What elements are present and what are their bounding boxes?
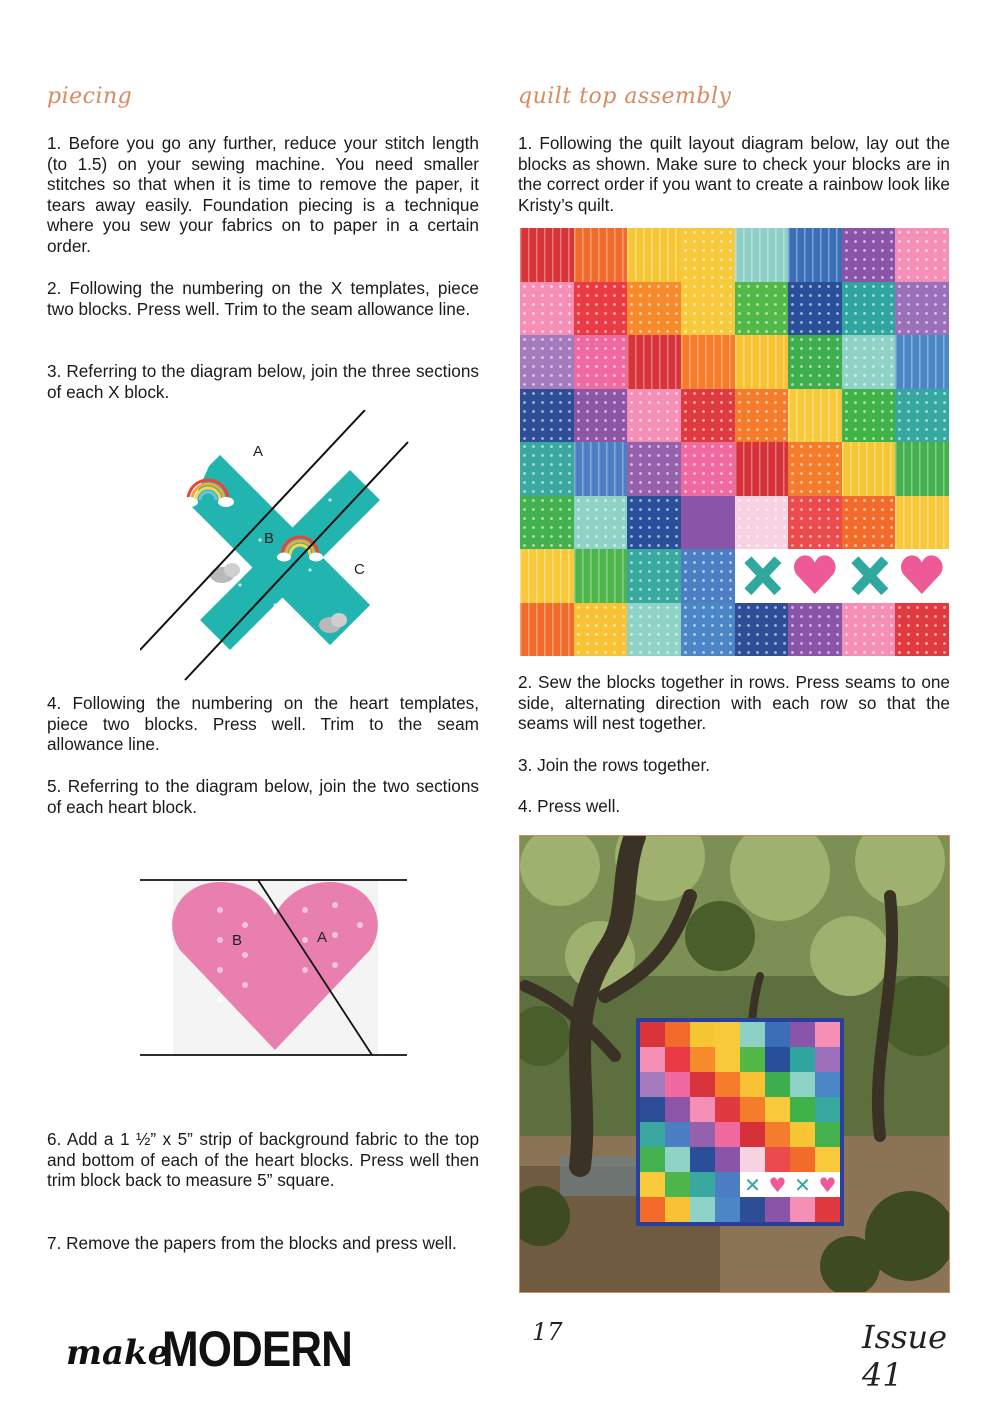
photo-quilt-block xyxy=(765,1147,790,1172)
photo-quilt-block xyxy=(640,1097,665,1122)
heart-block-diagram xyxy=(140,870,410,1060)
photo-quilt-block xyxy=(690,1022,715,1047)
photo-quilt-block xyxy=(640,1072,665,1097)
photo-quilt-block xyxy=(690,1097,715,1122)
photo-quilt-block xyxy=(790,1147,815,1172)
photo-quilt-block xyxy=(815,1197,840,1222)
quilt-block xyxy=(574,389,628,443)
quilt-block xyxy=(520,549,574,603)
quilt-block xyxy=(520,282,574,336)
assembly-step-2: 2. Sew the blocks together in rows. Press seams to one side, alternating direction with each row so that the seams will nest together. xyxy=(518,672,950,734)
heart-block xyxy=(788,549,842,603)
photo-quilt-block xyxy=(790,1047,815,1072)
heart-label-b: B xyxy=(232,932,243,949)
quilt-block xyxy=(842,335,896,389)
photo-quilt-block xyxy=(640,1047,665,1072)
quilt-block xyxy=(574,603,628,657)
quilt-block xyxy=(842,228,896,282)
quilt-layout-diagram xyxy=(520,228,949,656)
make-modern-logo xyxy=(66,1308,366,1378)
piecing-step-3: 3. Referring to the diagram below, join the three sections of each X block. xyxy=(47,361,479,402)
x-label-c: C xyxy=(354,561,365,578)
heart-block xyxy=(895,549,949,603)
quilt-block xyxy=(788,496,842,550)
photo-quilt-block xyxy=(740,1072,765,1097)
piecing-step-7: 7. Remove the papers from the blocks and press well. xyxy=(47,1233,457,1253)
heart-icon: ♥ xyxy=(818,1173,837,1197)
quilt-block xyxy=(895,282,949,336)
photo-quilt-block xyxy=(715,1047,740,1072)
photo-quilt-block xyxy=(815,1022,840,1047)
photo-quilt-block xyxy=(765,1197,790,1222)
quilt-block xyxy=(788,603,842,657)
svg-text:MODERN: MODERN xyxy=(162,1321,352,1377)
quilt-block xyxy=(520,228,574,282)
photo-quilt-block xyxy=(765,1022,790,1047)
assembly-step-4: 4. Press well. xyxy=(518,796,621,816)
quilt-block xyxy=(574,282,628,336)
quilt-block xyxy=(627,496,681,550)
photo-quilt-block xyxy=(640,1172,665,1197)
quilt-block xyxy=(627,389,681,443)
photo-quilt-block xyxy=(690,1072,715,1097)
quilt-block xyxy=(788,228,842,282)
photo-quilt-block xyxy=(740,1122,765,1147)
photo-quilt-block xyxy=(815,1047,840,1072)
svg-text:make: make xyxy=(66,1333,170,1373)
quilt-block xyxy=(681,282,735,336)
quilt-block xyxy=(574,549,628,603)
x-icon xyxy=(735,549,789,603)
quilt-block xyxy=(735,335,789,389)
quilt-block xyxy=(735,228,789,282)
quilt-block xyxy=(735,442,789,496)
quilt-block xyxy=(788,442,842,496)
photo-quilt-block xyxy=(815,1097,840,1122)
photo-quilt-block xyxy=(665,1122,690,1147)
piecing-step-1: 1. Before you go any further, reduce your stitch length (to 1.5) on your sewing machine. You need smaller stitches so that when it is time to remove the paper, it tears away easily. Foundation piecing is a technique where you sew your fabrics on to paper in a certain order. xyxy=(47,133,479,256)
photo-quilt-block xyxy=(665,1072,690,1097)
quilt-block xyxy=(574,335,628,389)
photo-quilt-block xyxy=(790,1097,815,1122)
quilt-block xyxy=(895,496,949,550)
quilt-block xyxy=(735,496,789,550)
piecing-step-2: 2. Following the numbering on the X templates, piece two blocks. Press well. Trim to the seam allowance line. xyxy=(47,278,479,319)
photo-quilt-block xyxy=(790,1072,815,1097)
photo-quilt-block xyxy=(640,1122,665,1147)
photo-quilt-block xyxy=(790,1122,815,1147)
quilt-block xyxy=(681,549,735,603)
piecing-step-5: 5. Referring to the diagram below, join the two sections of each heart block. xyxy=(47,776,479,817)
photo-quilt-block xyxy=(740,1022,765,1047)
photo-quilt-block xyxy=(715,1147,740,1172)
quilt-block xyxy=(895,335,949,389)
quilt-block xyxy=(788,335,842,389)
quilt-block xyxy=(681,335,735,389)
photo-quilt-block xyxy=(665,1097,690,1122)
quilt-block xyxy=(735,282,789,336)
photo-quilt-block xyxy=(715,1022,740,1047)
photo-quilt-block xyxy=(765,1097,790,1122)
quilt-block xyxy=(842,496,896,550)
quilt-block xyxy=(520,335,574,389)
assembly-step-1: 1. Following the quilt layout diagram below, lay out the blocks as shown. Make sure to check your blocks are in the correct order if you want to create a rainbow look like Kristy’s quilt. xyxy=(518,133,950,215)
photo-quilt-block xyxy=(765,1122,790,1147)
issue-number: Issue 41 xyxy=(862,1318,948,1394)
x-label-b: B xyxy=(264,530,275,547)
x-block-diagram xyxy=(140,410,410,682)
photo-quilt-block xyxy=(815,1072,840,1097)
photo-quilt-block xyxy=(790,1197,815,1222)
page-number: 17 xyxy=(532,1318,563,1346)
photo-quilt-block xyxy=(740,1047,765,1072)
quilt-block xyxy=(842,603,896,657)
photo-quilt-block xyxy=(690,1172,715,1197)
photo-quilt-block xyxy=(690,1047,715,1072)
x-block xyxy=(735,549,789,603)
quilt-block xyxy=(895,442,949,496)
photo-quilt-block xyxy=(690,1122,715,1147)
photo-quilt-block xyxy=(815,1147,840,1172)
quilt-block xyxy=(574,442,628,496)
photo-quilt-block xyxy=(640,1022,665,1047)
quilt-block xyxy=(681,389,735,443)
photo-quilt-block xyxy=(665,1197,690,1222)
quilt-block xyxy=(627,228,681,282)
quilt-block xyxy=(788,282,842,336)
quilt-block xyxy=(681,603,735,657)
photo-quilt-block xyxy=(715,1122,740,1147)
quilt-block xyxy=(520,442,574,496)
photo-quilt-block xyxy=(715,1097,740,1122)
quilt-block xyxy=(627,282,681,336)
quilt-block xyxy=(735,389,789,443)
photo-quilt-block xyxy=(640,1147,665,1172)
quilt-block xyxy=(681,442,735,496)
quilt-block xyxy=(895,389,949,443)
photo-quilt-block xyxy=(665,1047,690,1072)
photo-quilt-block xyxy=(815,1122,840,1147)
photo-quilt-block xyxy=(665,1172,690,1197)
photo-quilt-block xyxy=(765,1047,790,1072)
quilt-block xyxy=(520,389,574,443)
heart-label-a: A xyxy=(317,929,328,946)
quilt-block xyxy=(681,496,735,550)
assembly-step-3: 3. Join the rows together. xyxy=(518,755,711,775)
quilt-block xyxy=(574,496,628,550)
quilt-block xyxy=(681,228,735,282)
quilt-block xyxy=(627,335,681,389)
photo-quilt-block xyxy=(690,1197,715,1222)
quilt-block xyxy=(842,282,896,336)
heart-icon: ♥ xyxy=(768,1173,787,1197)
x-icon: ✕ xyxy=(794,1173,811,1197)
quilt-block xyxy=(788,389,842,443)
quilt-block xyxy=(842,389,896,443)
heart-icon xyxy=(788,549,842,603)
quilt-block xyxy=(520,603,574,657)
x-label-a: A xyxy=(253,443,264,460)
photo-quilt-block xyxy=(715,1172,740,1197)
quilt-block xyxy=(842,442,896,496)
quilt-block xyxy=(520,496,574,550)
photo-quilt-block xyxy=(665,1022,690,1047)
photo-quilt-block xyxy=(715,1197,740,1222)
photo-quilt-block xyxy=(765,1072,790,1097)
piecing-step-4: 4. Following the numbering on the heart templates, piece two blocks. Press well. Trim to the seam allowance line. xyxy=(47,693,479,755)
x-icon: ✕ xyxy=(744,1173,761,1197)
quilt-block xyxy=(895,603,949,657)
quilt-block xyxy=(735,603,789,657)
x-block xyxy=(842,549,896,603)
photo-quilt-block xyxy=(790,1022,815,1047)
quilt-block xyxy=(627,442,681,496)
photo-quilt-block xyxy=(740,1197,765,1222)
quilt-block xyxy=(895,228,949,282)
photo-quilt-block xyxy=(640,1197,665,1222)
quilt-block xyxy=(574,228,628,282)
photo-quilt-block xyxy=(690,1147,715,1172)
assembly-heading: quilt top assembly xyxy=(518,84,732,109)
photo-quilt-block xyxy=(665,1147,690,1172)
photo-quilt-block xyxy=(715,1072,740,1097)
photo-quilt-block xyxy=(740,1097,765,1122)
heart-icon xyxy=(895,549,949,603)
piecing-step-6: 6. Add a 1 ½” x 5” strip of background fabric to the top and bottom of each of the heart blocks. Press well then trim block back to measure 5” square. xyxy=(47,1129,479,1191)
quilt-block xyxy=(627,603,681,657)
quilt-block xyxy=(627,549,681,603)
piecing-heading: piecing xyxy=(47,84,133,109)
quilt-photo xyxy=(519,835,950,1293)
x-icon xyxy=(842,549,896,603)
photo-quilt-block xyxy=(740,1147,765,1172)
